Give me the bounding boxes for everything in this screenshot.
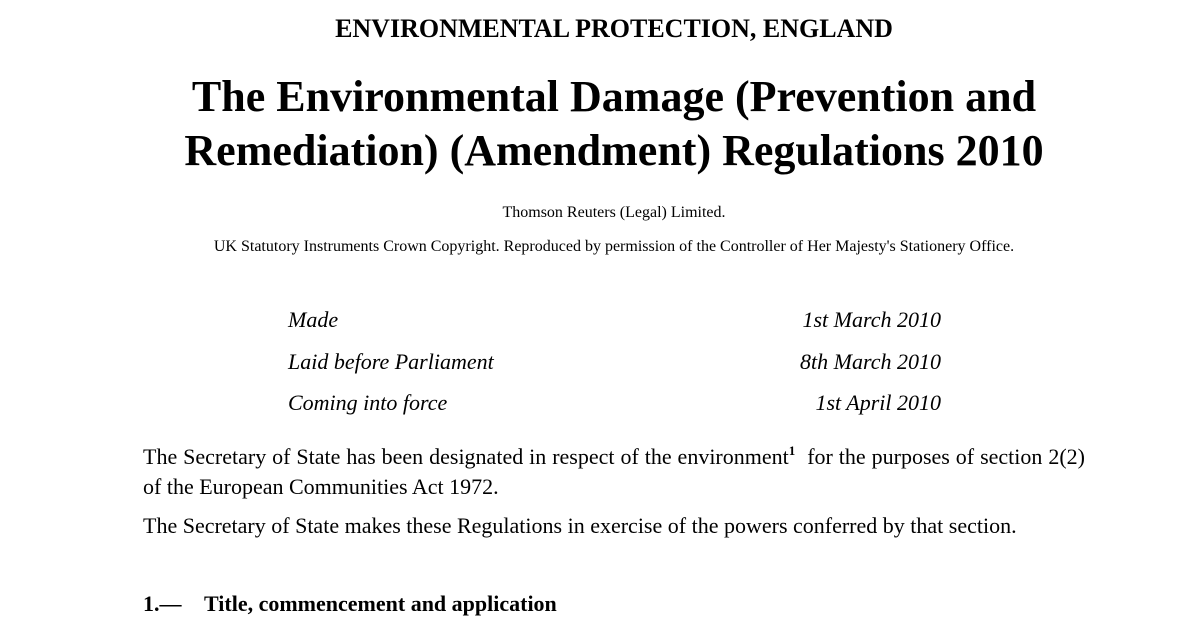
section-title: Title, commencement and application: [204, 591, 557, 616]
dates-table: [288, 305, 941, 430]
date-row-made: [288, 305, 941, 347]
date-label: Laid before Parliament: [288, 348, 494, 374]
date-label: Coming into force: [288, 390, 448, 415]
date-label: Made: [288, 307, 339, 332]
section-number: 1.—: [143, 591, 182, 616]
paragraph-text: for the purposes of section 2(2) of the European Communities Act 1972.: [143, 444, 1085, 499]
preamble-paragraph-1: [143, 442, 1085, 502]
publisher-line: Thomson Reuters (Legal) Limited.: [502, 204, 726, 221]
date-value: 8th March 2010: [800, 348, 941, 374]
date-value: 1st April 2010: [815, 390, 941, 415]
footnote-link[interactable]: 1: [788, 443, 796, 458]
copyright-notice: UK Statutory Instruments Crown Copyright. Reproduced by permission of the Controller of Her Majesty's Stationery Office.: [213, 238, 1015, 255]
date-value: 1st March 2010: [802, 307, 941, 332]
title-line-2: Remediation) (Amendment) Regulations 2010: [184, 126, 1044, 175]
paragraph-text: The Secretary of State has been designated in respect of the environment: [143, 444, 789, 469]
date-row-laid: [288, 347, 941, 389]
title-line-1: The Environmental Damage (Prevention and: [191, 72, 1037, 121]
document-category: ENVIRONMENTAL PROTECTION, ENGLAND: [335, 14, 893, 43]
preamble-paragraph-2: The Secretary of State makes these Regulations in exercise of the powers conferred by that section.: [143, 513, 1017, 538]
section-heading: [143, 589, 557, 619]
document-title: [0, 70, 1200, 178]
date-row-in-force: [288, 388, 941, 430]
